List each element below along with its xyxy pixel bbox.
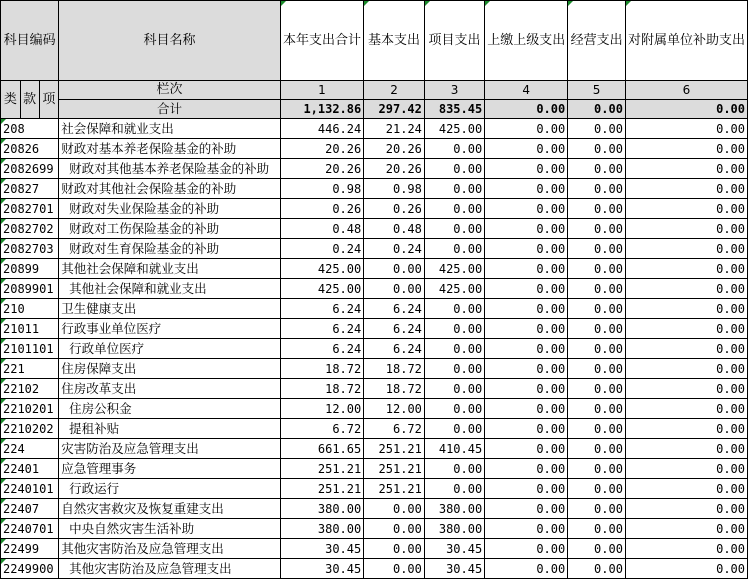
amount-cell[interactable]: 0.00	[424, 339, 484, 359]
amount-cell[interactable]: 0.00	[424, 399, 484, 419]
amount-cell[interactable]: 6.72	[364, 419, 425, 439]
total-cell[interactable]: 0.00	[568, 100, 626, 119]
subject-code-cell[interactable]: 2249900	[1, 559, 59, 579]
amount-cell[interactable]: 0.00	[485, 499, 568, 519]
table-row	[1, 219, 748, 239]
table-row	[1, 399, 748, 419]
subject-name-cell[interactable]: 其他灾害防治及应急管理支出	[59, 559, 280, 579]
amount-cell[interactable]: 21.24	[364, 119, 425, 139]
subject-name-cell[interactable]: 财政对基本养老保险基金的补助	[59, 139, 280, 159]
header-project-expenditure[interactable]: 项目支出	[424, 1, 484, 81]
subject-code-cell[interactable]: 2240101	[1, 479, 59, 499]
amount-cell[interactable]: 0.00	[485, 299, 568, 319]
amount-cell[interactable]: 0.00	[625, 439, 747, 459]
amount-cell[interactable]: 30.45	[424, 539, 484, 559]
amount-cell[interactable]: 0.00	[424, 419, 484, 439]
table-row	[1, 479, 748, 499]
table-row	[1, 259, 748, 279]
subject-name-cell[interactable]: 其他社会保障和就业支出	[59, 279, 280, 299]
subject-code-cell[interactable]: 2210202	[1, 419, 59, 439]
table-body	[1, 119, 748, 579]
amount-cell[interactable]: 0.26	[364, 199, 425, 219]
amount-cell[interactable]: 0.00	[625, 299, 747, 319]
amount-cell[interactable]: 380.00	[280, 499, 364, 519]
amount-cell[interactable]: 6.24	[364, 339, 425, 359]
amount-cell[interactable]: 0.00	[485, 159, 568, 179]
amount-cell[interactable]: 20.26	[364, 159, 425, 179]
amount-cell[interactable]: 0.00	[485, 239, 568, 259]
amount-cell[interactable]: 0.26	[280, 199, 364, 219]
amount-cell[interactable]: 0.00	[625, 179, 747, 199]
amount-cell[interactable]: 0.00	[424, 159, 484, 179]
amount-cell[interactable]: 0.00	[568, 319, 626, 339]
table-row	[1, 359, 748, 379]
column-index[interactable]: 2	[364, 81, 425, 100]
amount-cell[interactable]: 12.00	[280, 399, 364, 419]
amount-cell[interactable]: 0.00	[485, 259, 568, 279]
subject-name-cell[interactable]: 财政对其他社会保险基金的补助	[59, 179, 280, 199]
amount-cell[interactable]: 0.00	[424, 239, 484, 259]
header-kuan[interactable]: 款	[20, 81, 39, 119]
amount-cell[interactable]: 6.24	[364, 319, 425, 339]
amount-cell[interactable]: 0.00	[424, 219, 484, 239]
amount-cell[interactable]: 0.00	[568, 559, 626, 579]
amount-cell[interactable]: 0.48	[280, 219, 364, 239]
column-index[interactable]: 3	[424, 81, 484, 100]
subject-code-cell[interactable]: 2082701	[1, 199, 59, 219]
amount-cell[interactable]: 0.00	[625, 459, 747, 479]
subject-code-cell[interactable]: 22401	[1, 459, 59, 479]
total-cell[interactable]: 297.42	[364, 100, 425, 119]
amount-cell[interactable]: 0.98	[364, 179, 425, 199]
amount-cell[interactable]: 251.21	[280, 479, 364, 499]
table-header	[1, 1, 748, 119]
amount-cell[interactable]: 0.00	[568, 179, 626, 199]
amount-cell[interactable]: 20.26	[280, 139, 364, 159]
subject-code-cell[interactable]: 22407	[1, 499, 59, 519]
amount-cell[interactable]: 0.00	[625, 559, 747, 579]
table-row	[1, 499, 748, 519]
subject-code-cell[interactable]: 22102	[1, 379, 59, 399]
amount-cell[interactable]: 6.24	[364, 299, 425, 319]
subject-name-cell[interactable]: 行政运行	[59, 479, 280, 499]
amount-cell[interactable]: 0.00	[568, 279, 626, 299]
subject-name-cell[interactable]: 应急管理事务	[59, 459, 280, 479]
amount-cell[interactable]: 425.00	[424, 259, 484, 279]
header-lei[interactable]: 类	[1, 81, 21, 119]
header-basic-expenditure[interactable]: 基本支出	[364, 1, 425, 81]
table-row	[1, 159, 748, 179]
header-subsidiary-subsidy[interactable]: 对附属单位补助支出	[625, 1, 747, 81]
amount-cell[interactable]: 30.45	[424, 559, 484, 579]
amount-cell[interactable]: 0.24	[280, 239, 364, 259]
column-index[interactable]: 6	[625, 81, 747, 100]
amount-cell[interactable]: 0.00	[485, 539, 568, 559]
amount-cell[interactable]: 0.00	[568, 359, 626, 379]
amount-cell[interactable]: 0.00	[625, 479, 747, 499]
amount-cell[interactable]: 0.00	[424, 359, 484, 379]
amount-cell[interactable]: 0.00	[364, 559, 425, 579]
amount-cell[interactable]: 0.00	[485, 479, 568, 499]
table-row	[1, 239, 748, 259]
subject-name-cell[interactable]: 社会保障和就业支出	[59, 119, 280, 139]
amount-cell[interactable]: 380.00	[280, 519, 364, 539]
subject-code-cell[interactable]: 2240701	[1, 519, 59, 539]
amount-cell[interactable]: 380.00	[424, 499, 484, 519]
table-row	[1, 279, 748, 299]
table-row	[1, 179, 748, 199]
amount-cell[interactable]: 0.00	[568, 519, 626, 539]
amount-cell[interactable]: 0.00	[364, 259, 425, 279]
table-row	[1, 379, 748, 399]
amount-cell[interactable]: 0.00	[485, 439, 568, 459]
subject-code-cell[interactable]: 2082703	[1, 239, 59, 259]
total-label[interactable]: 合计	[59, 100, 280, 119]
subject-name-cell[interactable]: 灾害防治及应急管理支出	[59, 439, 280, 459]
table-row	[1, 559, 748, 579]
subject-code-cell[interactable]: 21011	[1, 319, 59, 339]
amount-cell[interactable]: 0.00	[568, 439, 626, 459]
subject-code-cell[interactable]: 2210201	[1, 399, 59, 419]
amount-cell[interactable]: 0.00	[568, 139, 626, 159]
subject-name-cell[interactable]: 提租补贴	[59, 419, 280, 439]
header-business-expenditure[interactable]: 经营支出	[568, 1, 626, 81]
table-row	[1, 459, 748, 479]
amount-cell[interactable]: 0.00	[424, 299, 484, 319]
amount-cell[interactable]: 425.00	[424, 279, 484, 299]
amount-cell[interactable]: 0.00	[568, 119, 626, 139]
amount-cell[interactable]: 410.45	[424, 439, 484, 459]
amount-cell[interactable]: 0.00	[568, 499, 626, 519]
amount-cell[interactable]: 0.00	[485, 419, 568, 439]
amount-cell[interactable]: 0.00	[568, 159, 626, 179]
total-cell[interactable]: 1,132.86	[280, 100, 364, 119]
table-row	[1, 519, 748, 539]
subject-code-cell[interactable]: 221	[1, 359, 59, 379]
table-row	[1, 339, 748, 359]
subject-code-cell[interactable]: 2082702	[1, 219, 59, 239]
column-index[interactable]: 4	[485, 81, 568, 100]
amount-cell[interactable]: 0.00	[625, 519, 747, 539]
amount-cell[interactable]: 380.00	[424, 519, 484, 539]
amount-cell[interactable]: 0.00	[625, 139, 747, 159]
amount-cell[interactable]: 0.00	[568, 199, 626, 219]
amount-cell[interactable]: 0.00	[625, 539, 747, 559]
table-row	[1, 539, 748, 559]
amount-cell[interactable]: 0.00	[485, 119, 568, 139]
amount-cell[interactable]: 0.00	[625, 159, 747, 179]
amount-cell[interactable]: 0.00	[485, 279, 568, 299]
table-row	[1, 439, 748, 459]
amount-cell[interactable]: 0.00	[424, 459, 484, 479]
amount-cell[interactable]: 0.00	[485, 399, 568, 419]
amount-cell[interactable]: 0.00	[485, 139, 568, 159]
amount-cell[interactable]: 0.00	[364, 499, 425, 519]
amount-cell[interactable]: 0.98	[280, 179, 364, 199]
amount-cell[interactable]: 0.00	[568, 239, 626, 259]
amount-cell[interactable]: 251.21	[364, 479, 425, 499]
amount-cell[interactable]: 0.00	[625, 259, 747, 279]
amount-cell[interactable]: 0.00	[625, 339, 747, 359]
amount-cell[interactable]: 0.00	[568, 479, 626, 499]
amount-cell[interactable]: 0.00	[364, 279, 425, 299]
amount-cell[interactable]: 18.72	[280, 359, 364, 379]
amount-cell[interactable]: 251.21	[364, 459, 425, 479]
amount-cell[interactable]: 18.72	[280, 379, 364, 399]
column-index[interactable]: 5	[568, 81, 626, 100]
subject-name-cell[interactable]: 中央自然灾害生活补助	[59, 519, 280, 539]
subject-name-cell[interactable]: 行政单位医疗	[59, 339, 280, 359]
amount-cell[interactable]: 0.00	[568, 219, 626, 239]
amount-cell[interactable]: 0.00	[625, 419, 747, 439]
table-row	[1, 139, 748, 159]
amount-cell[interactable]: 0.00	[485, 519, 568, 539]
total-cell[interactable]: 0.00	[625, 100, 747, 119]
amount-cell[interactable]: 0.00	[568, 419, 626, 439]
amount-cell[interactable]: 0.00	[625, 199, 747, 219]
header-total-expenditure[interactable]: 本年支出合计	[280, 1, 364, 81]
amount-cell[interactable]: 0.00	[625, 279, 747, 299]
amount-cell[interactable]: 0.00	[485, 179, 568, 199]
amount-cell[interactable]: 425.00	[280, 259, 364, 279]
amount-cell[interactable]: 30.45	[280, 539, 364, 559]
subject-code-cell[interactable]: 2089901	[1, 279, 59, 299]
amount-cell[interactable]: 0.00	[424, 179, 484, 199]
amount-cell[interactable]: 0.00	[485, 459, 568, 479]
amount-cell[interactable]: 0.00	[568, 539, 626, 559]
table-row	[1, 319, 748, 339]
subject-name-cell[interactable]: 卫生健康支出	[59, 299, 280, 319]
amount-cell[interactable]: 425.00	[424, 119, 484, 139]
amount-cell[interactable]: 18.72	[364, 359, 425, 379]
subject-name-cell[interactable]: 财政对工伤保险基金的补助	[59, 219, 280, 239]
amount-cell[interactable]: 0.00	[485, 359, 568, 379]
amount-cell[interactable]: 0.00	[625, 359, 747, 379]
amount-cell[interactable]: 0.00	[625, 379, 747, 399]
amount-cell[interactable]: 251.21	[364, 439, 425, 459]
amount-cell[interactable]: 6.24	[280, 319, 364, 339]
amount-cell[interactable]: 0.00	[485, 319, 568, 339]
header-subject-name[interactable]: 科目名称	[59, 1, 280, 81]
amount-cell[interactable]: 0.00	[625, 399, 747, 419]
amount-cell[interactable]: 0.00	[625, 119, 747, 139]
amount-cell[interactable]: 20.26	[364, 139, 425, 159]
subject-code-cell[interactable]: 2101101	[1, 339, 59, 359]
amount-cell[interactable]: 446.24	[280, 119, 364, 139]
table-row	[1, 199, 748, 219]
subject-name-cell[interactable]: 住房保障支出	[59, 359, 280, 379]
amount-cell[interactable]: 0.00	[424, 379, 484, 399]
amount-cell[interactable]: 12.00	[364, 399, 425, 419]
subject-code-cell[interactable]: 22499	[1, 539, 59, 559]
amount-cell[interactable]: 0.00	[568, 299, 626, 319]
amount-cell[interactable]: 0.24	[364, 239, 425, 259]
total-row	[1, 100, 748, 119]
column-index[interactable]: 1	[280, 81, 364, 100]
table-row	[1, 119, 748, 139]
header-subject-code[interactable]: 科目编码	[1, 1, 59, 81]
subject-code-cell[interactable]: 20826	[1, 139, 59, 159]
amount-cell[interactable]: 0.00	[568, 399, 626, 419]
subject-name-cell[interactable]: 财政对其他基本养老保险基金的补助	[59, 159, 280, 179]
amount-cell[interactable]: 0.00	[485, 339, 568, 359]
total-cell[interactable]: 0.00	[485, 100, 568, 119]
amount-cell[interactable]: 20.26	[280, 159, 364, 179]
amount-cell[interactable]: 0.00	[485, 379, 568, 399]
amount-cell[interactable]: 0.00	[568, 339, 626, 359]
amount-cell[interactable]: 0.00	[568, 379, 626, 399]
amount-cell[interactable]: 0.00	[424, 319, 484, 339]
amount-cell[interactable]: 30.45	[280, 559, 364, 579]
amount-cell[interactable]: 0.00	[625, 219, 747, 239]
amount-cell[interactable]: 0.00	[424, 479, 484, 499]
subject-code-cell[interactable]: 2082699	[1, 159, 59, 179]
amount-cell[interactable]: 0.00	[485, 219, 568, 239]
subject-code-cell[interactable]: 210	[1, 299, 59, 319]
amount-cell[interactable]: 0.00	[625, 239, 747, 259]
amount-cell[interactable]: 0.00	[364, 539, 425, 559]
subject-name-cell[interactable]: 住房公积金	[59, 399, 280, 419]
amount-cell[interactable]: 6.24	[280, 299, 364, 319]
amount-cell[interactable]: 0.00	[625, 319, 747, 339]
header-lanci[interactable]: 栏次	[59, 81, 280, 100]
header-upper-payment[interactable]: 上缴上级支出	[485, 1, 568, 81]
subject-name-cell[interactable]: 财政对失业保险基金的补助	[59, 199, 280, 219]
total-cell[interactable]: 835.45	[424, 100, 484, 119]
header-xiang[interactable]: 项	[39, 81, 59, 119]
amount-cell[interactable]: 0.00	[568, 259, 626, 279]
subject-name-cell[interactable]: 自然灾害救灾及恢复重建支出	[59, 499, 280, 519]
subject-name-cell[interactable]: 住房改革支出	[59, 379, 280, 399]
subject-code-cell[interactable]: 224	[1, 439, 59, 459]
amount-cell[interactable]: 0.00	[424, 139, 484, 159]
amount-cell[interactable]: 251.21	[280, 459, 364, 479]
amount-cell[interactable]: 0.00	[485, 199, 568, 219]
subject-name-cell[interactable]: 财政对生育保险基金的补助	[59, 239, 280, 259]
table-row	[1, 419, 748, 439]
subject-code-cell[interactable]: 20827	[1, 179, 59, 199]
amount-cell[interactable]: 6.72	[280, 419, 364, 439]
subject-name-cell[interactable]: 其他灾害防治及应急管理支出	[59, 539, 280, 559]
amount-cell[interactable]: 18.72	[364, 379, 425, 399]
amount-cell[interactable]: 0.00	[485, 559, 568, 579]
subject-code-cell[interactable]: 208	[1, 119, 59, 139]
amount-cell[interactable]: 661.65	[280, 439, 364, 459]
table-row	[1, 299, 748, 319]
subject-code-cell[interactable]: 20899	[1, 259, 59, 279]
amount-cell[interactable]: 425.00	[280, 279, 364, 299]
amount-cell[interactable]: 0.48	[364, 219, 425, 239]
subject-name-cell[interactable]: 行政事业单位医疗	[59, 319, 280, 339]
subject-name-cell[interactable]: 其他社会保障和就业支出	[59, 259, 280, 279]
amount-cell[interactable]: 6.24	[280, 339, 364, 359]
amount-cell[interactable]: 0.00	[568, 459, 626, 479]
amount-cell[interactable]: 0.00	[424, 199, 484, 219]
amount-cell[interactable]: 0.00	[625, 499, 747, 519]
amount-cell[interactable]: 0.00	[364, 519, 425, 539]
